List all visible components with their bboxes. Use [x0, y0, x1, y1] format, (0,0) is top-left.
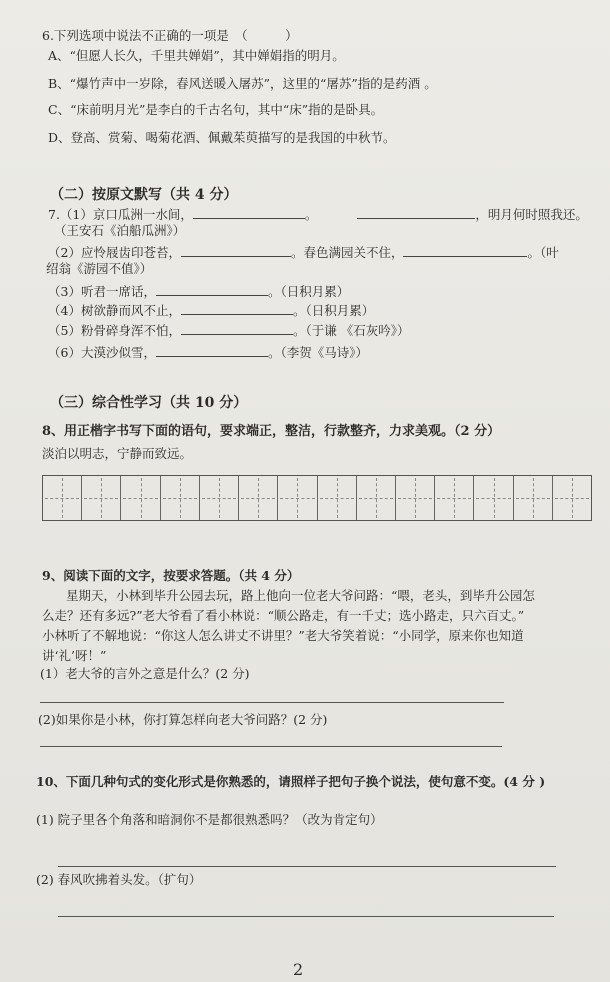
grid-cell[interactable]	[43, 476, 82, 520]
q6-option-d: D、登高、赏菊、喝菊花酒、佩戴茱萸描写的是我国的中秋节。	[48, 130, 396, 145]
q6-option-a: A、“但愿人长久，千里共婵娟”，其中婵娟指的明月。	[48, 48, 345, 63]
recite-line-3: （3）听君一席话， 。（日积月累）	[48, 284, 350, 299]
q9-passage-line-1: 星期天，小林到毕升公园去玩，路上他向一位老大爷问路：“喂，老头，到毕升公园怎	[66, 588, 535, 603]
q9-sub-1: (1）老大爷的言外之意是什么？(2 分)	[40, 666, 250, 681]
grid-cell[interactable]	[161, 476, 200, 520]
section2-title: （二）按原文默写（共 4 分）	[50, 187, 238, 203]
q6-option-c: C、“床前明月光”是李白的千古名句，其中“床”指的是卧具。	[48, 102, 384, 117]
q6-stem: 6.下列选项中说法不正确的一项是 （ ）	[42, 28, 298, 43]
answer-blank[interactable]	[181, 302, 293, 315]
answer-blank[interactable]	[181, 322, 293, 335]
grid-cell[interactable]	[357, 476, 396, 520]
writing-grid[interactable]	[42, 475, 592, 521]
answer-line[interactable]	[40, 702, 504, 703]
q6-option-b: B、“爆竹声中一岁除，春风送暖入屠苏”，这里的“屠苏”指的是药酒 。	[48, 76, 437, 91]
q9-passage-line-2: 么走？还有多远?”老大爷看了看小林说：“顺公路走，有一千丈；选小路走，只六百丈。”	[42, 608, 525, 623]
answer-blank[interactable]	[156, 344, 268, 357]
recite-source-1: （王安石《泊船瓜洲》）	[54, 223, 186, 238]
recite-line-5: （5）粉骨碎身浑不怕， 。（于谦 《石灰吟》）	[48, 323, 410, 338]
grid-cell[interactable]	[435, 476, 474, 520]
grid-cell[interactable]	[474, 476, 513, 520]
q10-sub-1: (1) 院子里各个角落和暗洞你不是都很熟悉吗？（改为肯定句）	[36, 812, 383, 827]
q8-copy-text: 淡泊以明志，宁静而致远。	[42, 446, 193, 461]
grid-cell[interactable]	[278, 476, 317, 520]
recite-line-1: 7.（1）京口瓜洲一水间， 。 ，明月何时照我还。	[48, 207, 588, 222]
answer-blank[interactable]	[403, 244, 527, 257]
answer-blank[interactable]	[193, 206, 305, 219]
answer-blank[interactable]	[357, 206, 475, 219]
answer-blank[interactable]	[156, 283, 268, 296]
recite-line-6: （6）大漠沙似雪， 。（李贺《马诗》）	[48, 345, 368, 360]
grid-cell[interactable]	[121, 476, 160, 520]
grid-cell[interactable]	[239, 476, 278, 520]
section3-title: （三）综合性学习（共 10 分）	[50, 395, 248, 411]
grid-cell[interactable]	[318, 476, 357, 520]
grid-cell[interactable]	[514, 476, 553, 520]
q9-passage-line-4: 讲‘礼’呀！”	[42, 648, 107, 663]
q10-title: 10、下面几种句式的变化形式是你熟悉的，请照样子把句子换个说法，使句意不变。(4 分 )	[36, 774, 546, 789]
page-number: 2	[293, 960, 304, 979]
recite-line-2: （2）应怜屐齿印苍苔， 。春色满园关不住， 。（叶	[48, 245, 559, 260]
grid-cell[interactable]	[82, 476, 121, 520]
answer-blank[interactable]	[181, 244, 291, 257]
recite-source-2: 绍翁《游园不值》）	[46, 261, 153, 276]
answer-line[interactable]	[58, 866, 556, 867]
grid-cell[interactable]	[200, 476, 239, 520]
q8-stem: 8、用正楷字书写下面的语句，要求端正，整洁，行款整齐，力求美观。（2 分）	[42, 424, 501, 439]
recite-line-4: （4）树欲静而风不止， 。（日积月累）	[48, 303, 375, 318]
grid-cell[interactable]	[553, 476, 591, 520]
q9-sub-2: (2)如果你是小林，你打算怎样向老大爷问路？(2 分)	[38, 712, 328, 727]
q9-passage-line-3: 小林听了不解地说：“你这人怎么讲丈不讲里？”老大爷笑着说：“小同学，原来你也知道	[42, 628, 524, 643]
grid-cell[interactable]	[396, 476, 435, 520]
answer-line[interactable]	[40, 746, 502, 747]
q9-title: 9、阅读下面的文字，按要求答题。（共 4 分）	[42, 568, 300, 583]
answer-line[interactable]	[58, 916, 554, 917]
q10-sub-2: (2) 春风吹拂着头发。（扩句）	[36, 872, 202, 887]
